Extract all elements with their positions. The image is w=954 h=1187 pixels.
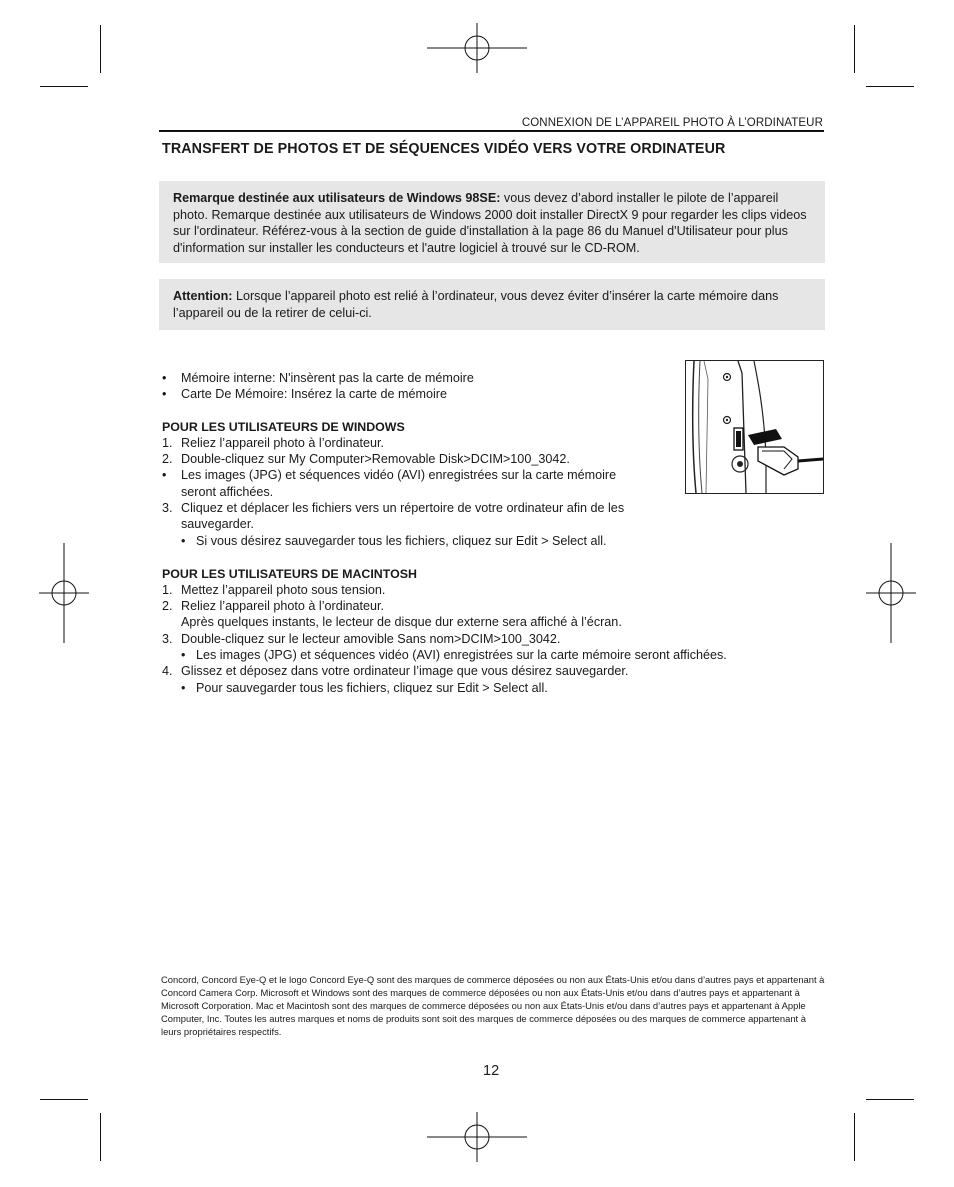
windows-sub-bullet-marker: • xyxy=(181,534,186,548)
mac-step-4-sub-marker: • xyxy=(181,681,186,695)
mac-heading: POUR LES UTILISATEURS DE MACINTOSH xyxy=(162,567,417,581)
registration-mark-top xyxy=(427,23,527,73)
memory-bullet-marker: • xyxy=(162,371,167,385)
registration-mark-bottom xyxy=(427,1112,527,1162)
mac-step-3-number: 3. xyxy=(162,632,173,646)
page-title: TRANSFERT DE PHOTOS ET DE SÉQUENCES VIDÉO VERS VOTRE ORDINATEUR xyxy=(162,141,726,157)
crop-mark-top-left-horizontal xyxy=(40,86,88,87)
memory-bullet-card: Carte De Mémoire: Insérez la carte de mémoire xyxy=(181,387,447,401)
registration-mark-left xyxy=(39,543,89,643)
header-rule xyxy=(159,130,824,132)
mac-step-2-note: Après quelques instants, le lecteur de disque dur externe sera affiché à l’écran. xyxy=(181,615,622,629)
windows-step-1: Reliez l’appareil photo à l’ordinateur. xyxy=(181,436,385,450)
mac-step-2: Reliez l’appareil photo à l’ordinateur. xyxy=(181,599,385,613)
crop-mark-top-right-horizontal xyxy=(866,86,914,87)
crop-mark-bottom-left-vertical xyxy=(100,1113,101,1161)
memory-bullet-marker: • xyxy=(162,387,167,401)
section-header: CONNEXION DE L’APPAREIL PHOTO À L’ORDINATEUR xyxy=(521,117,823,129)
attention-note-label: Attention: xyxy=(173,289,233,303)
crop-mark-bottom-right-vertical xyxy=(854,1113,855,1161)
windows98-note-label: Remarque destinée aux utilisateurs de Windows 98SE: xyxy=(173,191,501,205)
mac-step-3-sub-marker: • xyxy=(181,648,186,662)
mac-step-1-number: 1. xyxy=(162,583,173,597)
mac-step-3: Double-cliquez sur le lecteur amovible Sans nom>DCIM>100_3042. xyxy=(181,632,561,646)
windows98-note xyxy=(159,181,825,263)
camera-usb-illustration xyxy=(685,360,824,494)
windows-bullet-line-2: seront affichées. xyxy=(181,485,274,499)
mac-step-4-number: 4. xyxy=(162,664,173,678)
windows-step-3-number: 3. xyxy=(162,501,173,515)
windows98-note-text: vous devez d’abord installer le pilote de l’appareil photo. Remarque destinée aux utilisateurs de Windows 2000 doit installer DirectX 9 pour regarder les clips videos sur l'ordinateur. Référez-vous à la section de guide d'installation à la page 86 du Manuel d'Utilisateur pour plus d'information sur installer les conducteurs et l'autre logiciel à trouvé sur le CD-ROM. xyxy=(173,191,807,255)
windows-sub-bullet: Si vous désirez sauvegarder tous les fichiers, cliquez sur Edit > Select all. xyxy=(196,534,607,548)
windows-step-1-number: 1. xyxy=(162,436,173,450)
crop-mark-top-left-vertical xyxy=(100,25,101,73)
mac-step-1: Mettez l’appareil photo sous tension. xyxy=(181,583,386,597)
page-number: 12 xyxy=(483,1063,500,1079)
attention-note xyxy=(159,279,825,330)
windows-step-2-number: 2. xyxy=(162,452,173,466)
memory-bullet-internal: Mémoire interne: N'insèrent pas la carte de mémoire xyxy=(181,371,474,385)
camera-usb-port-drawing xyxy=(686,361,823,493)
crop-mark-bottom-right-horizontal xyxy=(866,1099,914,1100)
crop-mark-top-right-vertical xyxy=(854,25,855,73)
windows-step-2: Double-cliquez sur My Computer>Removable Disk>DCIM>100_3042. xyxy=(181,452,570,466)
crop-mark-bottom-left-horizontal xyxy=(40,1099,88,1100)
windows-step-3-line-1: Cliquez et déplacer les fichiers vers un répertoire de votre ordinateur afin de les xyxy=(181,501,625,515)
windows-bullet-marker: • xyxy=(162,468,167,482)
windows-bullet-line-1: Les images (JPG) et séquences vidéo (AVI) enregistrées sur la carte mémoire xyxy=(181,468,617,482)
mac-step-4: Glissez et déposez dans votre ordinateur l’image que vous désirez sauvegarder. xyxy=(181,664,629,678)
registration-mark-right xyxy=(866,543,916,643)
attention-note-text: Lorsque l’appareil photo est relié à l’ordinateur, vous devez éviter d’insérer la carte mémoire dans l’appareil ou de la retirer de celui-ci. xyxy=(173,289,779,320)
windows-step-3-line-2: sauvegarder. xyxy=(181,517,254,531)
mac-step-4-sub: Pour sauvegarder tous les fichiers, cliquez sur Edit > Select all. xyxy=(196,681,548,695)
mac-step-3-sub: Les images (JPG) et séquences vidéo (AVI) enregistrées sur la carte mémoire seront affichées. xyxy=(196,648,727,662)
windows-heading: POUR LES UTILISATEURS DE WINDOWS xyxy=(162,420,405,434)
mac-step-2-number: 2. xyxy=(162,599,173,613)
legal-trademark-notice: Concord, Concord Eye-Q et le logo Concord Eye-Q sont des marques de commerce déposées ou non aux États-Unis et/ou dans d’autres pays et appartenant à Concord Camera Corp. Microsoft et Windows sont des marques de commerce déposées ou non aux États-Unis et/ou dans d’autres pays et appartenant à Microsoft Corporation. Mac et Macintosh sont des marques de commerce déposées ou non aux États-Unis et/ou dans d’autres pays et appartenant à Apple Computer, Inc. Toutes les autres marques et noms de produits sont soit des marques de commerce déposées ou des marques de commerce appartenant à leurs propriétaires respectifs. xyxy=(161,974,825,1038)
